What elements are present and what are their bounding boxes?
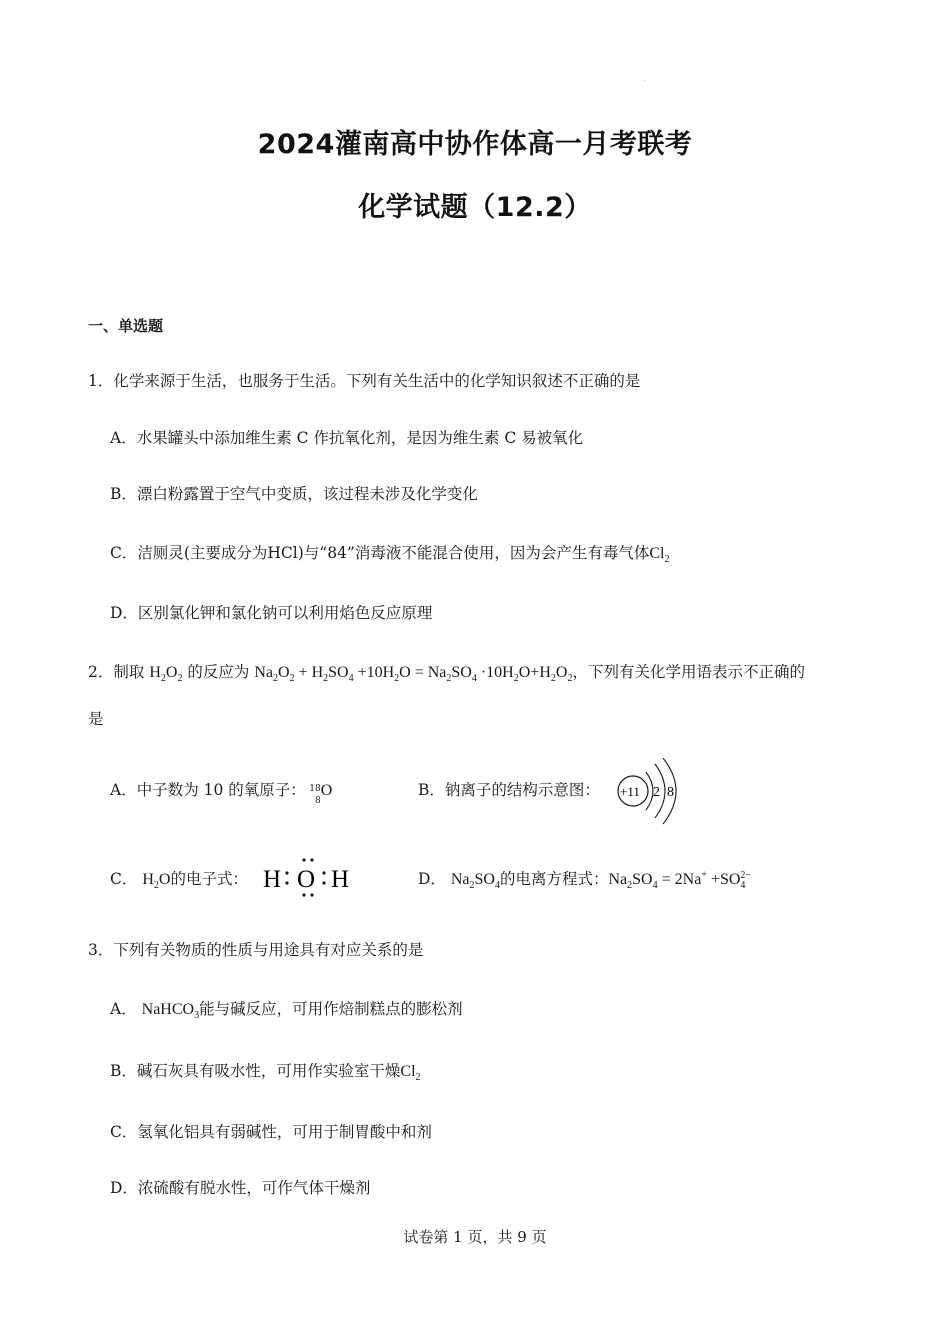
question-3-option-a: A． NaHCO$_3$能与碱反应，可用作焙制糕点的膨松剂: [110, 1000, 463, 1022]
option-c-text: C．洁厕灵(主要成分为HCl)与“84”消毒液不能混合使用，因为会产生有毒气体: [110, 544, 650, 562]
h2o2-formula: $H_2O_2$: [149, 664, 183, 685]
oxygen-isotope: 18 8: [309, 784, 321, 806]
question-1-option-a: A．水果罐头中添加维生素 C 作抗氧化剂，是因为维生素 C 易被氧化: [110, 429, 584, 447]
exam-title: 2024灌南高中协作体高一月考联考: [257, 129, 693, 160]
question-3-option-b: B．碱石灰具有吸水性，可用作实验室干燥$Cl_2$: [110, 1062, 421, 1084]
question-2-option-c: C． $H_2O$的电子式：: [110, 870, 248, 892]
shell-1-electrons: 2: [653, 785, 660, 800]
ionization-equation: $Na_2SO_4 = 2Na^+ +SO_4^{2-}$: [608, 869, 752, 892]
question-1-option-b: B．漂白粉露置于空气中变质，该过程未涉及化学变化: [110, 485, 478, 503]
shell-2-electrons: 8: [667, 785, 674, 800]
question-3-option-c: C．氢氧化铝具有弱碱性，可用于制胃酸中和剂: [110, 1123, 432, 1141]
svg-text:H: H: [263, 866, 282, 893]
question-1-option-c: [110, 542, 670, 565]
question-2-stem: 2．制取 $H_2O_2$ 的反应为 $Na_2O_2 + H_2SO_4 +10H_2O = Na_2SO_4 \cdot 10H_2O+H_2O_2$，下列有关化学用语表示不正确的: [88, 663, 805, 685]
water-formula: $H_2O$: [142, 871, 171, 892]
reaction-equation: $Na_2O_2 + H_2SO_4 +10H_2O = Na_2SO_4 \cdot 10H_2O+H_2O_2$: [254, 664, 573, 685]
question-2-option-d: D． $Na_2SO_4$的电离方程式：$Na_2SO_4 = 2Na^+ +SO_4^{2-}$: [418, 868, 756, 891]
section-heading: 一、单选题: [88, 317, 164, 335]
svg-text:O: O: [297, 866, 316, 893]
question-2-option-b: B．钠离子的结构示意图：: [418, 781, 600, 799]
nucleus-charge: +11: [620, 784, 640, 799]
question-2-stem-wrap: 是: [88, 710, 104, 728]
page-footer: 试卷第 1 页，共 9 页: [403, 1228, 547, 1246]
question-1-option-d: D．区别氯化钾和氯化钠可以利用焰色反应原理: [110, 604, 433, 622]
nahco3-formula: NaHCO$_3$: [141, 1001, 200, 1022]
scan-dot: ·: [644, 78, 646, 85]
svg-text:H: H: [331, 866, 350, 893]
water-electron-formula: [260, 856, 356, 900]
sodium-sulfate-formula: $Na_2SO_4$: [450, 871, 500, 892]
question-3-stem: 3．下列有关物质的性质与用途具有对应关系的是: [88, 941, 424, 959]
question-3-option-d: D．浓硫酸有脱水性，可作气体干燥剂: [110, 1179, 371, 1197]
question-1-stem: 1．化学来源于生活，也服务于生活。下列有关生活中的化学知识叙述不正确的是: [88, 372, 641, 390]
sodium-ion-structure-diagram: [613, 758, 685, 826]
chlorine-formula-b: $Cl_2$: [400, 1063, 421, 1084]
exam-subtitle: 化学试题（12.2）: [358, 192, 592, 223]
question-2-option-a: A．中子数为 10 的氧原子： 18 8 O: [110, 781, 333, 806]
chlorine-formula: $Cl_2$: [649, 545, 670, 566]
